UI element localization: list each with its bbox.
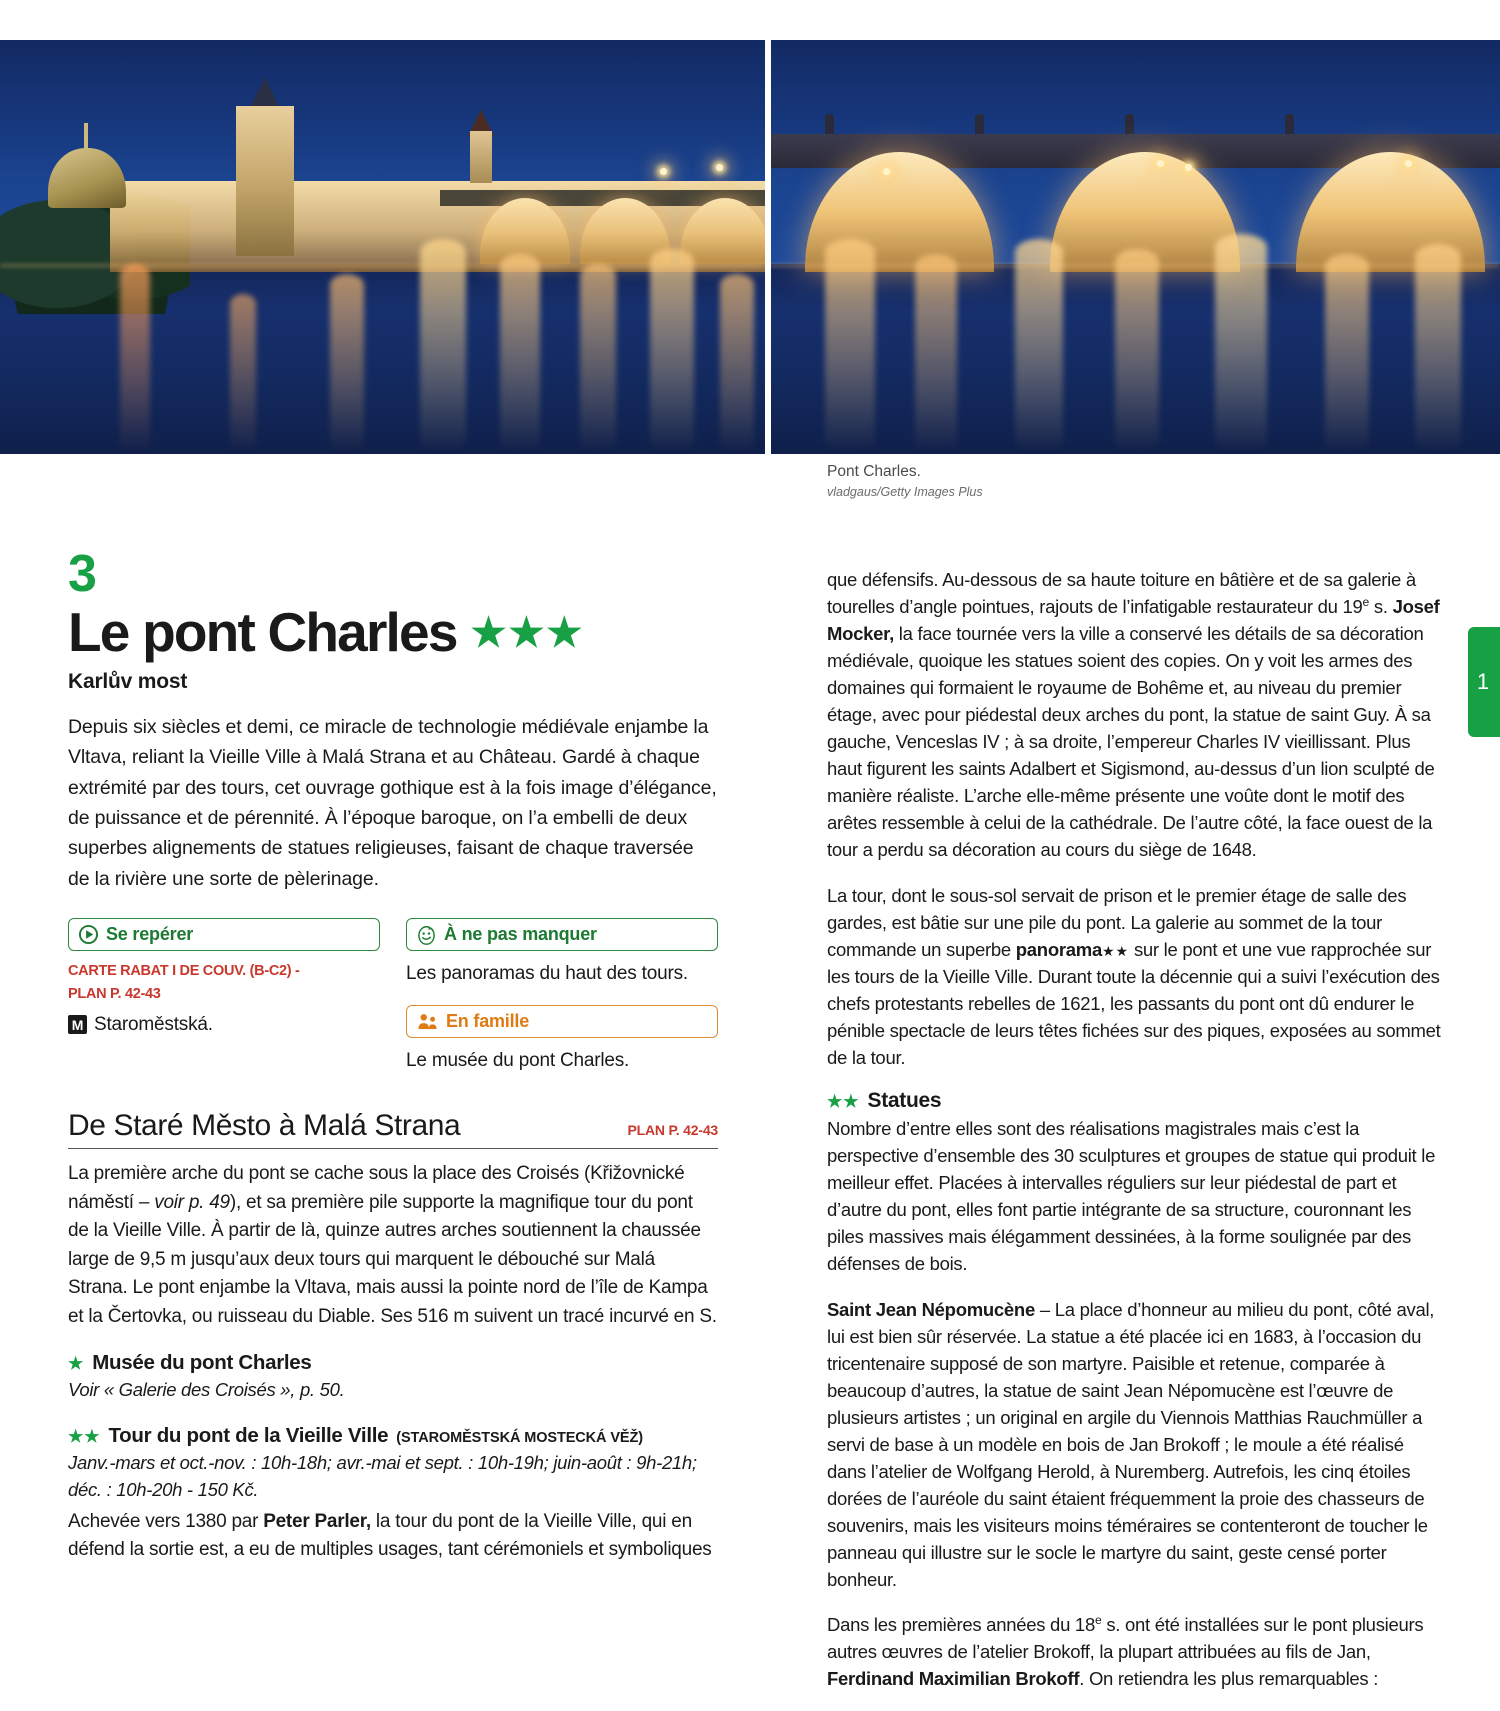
arch [680, 198, 765, 264]
photo-caption-block [827, 462, 1387, 501]
bridge-statue-silhouette [1125, 114, 1134, 134]
section-paragraph-italic: voir p. 49 [154, 1191, 230, 1213]
subsection-tour-body [68, 1508, 718, 1565]
play-circle-icon [79, 925, 98, 944]
bib-face-icon [417, 925, 436, 945]
highlights-column [406, 918, 718, 1075]
en-famille-label: En famille [446, 1010, 530, 1031]
photo-charles-bridge-left [0, 40, 765, 454]
intro-paragraph: Depuis six siècles et demi, ce miracle de technologie médiévale enjambe la Vltava, reliant la Vieille Ville à Malá Strana et au Château. Gardé à chaque extrémité par des tours, cet ouvrage gothique est à la fois image d’élégance, de puissance et de pérennité. À l’époque baroque, on l’a embelli de deux superbes alignements de statues religieuses, faisant de chaque traversée de la rivière une sorte de pèlerinage. [68, 715, 717, 890]
tower-paragraph-part2: s. [1369, 596, 1393, 617]
dome-spire [84, 123, 88, 149]
se-reperer-column [68, 918, 380, 1075]
brokoff-paragraph [827, 1611, 1447, 1692]
secondary-tower [470, 131, 492, 183]
statues-paragraph: Nombre d’entre elles sont des réalisations magistrales mais c’est la perspective d’ensemble des 30 sculptures et groupes de statue qui produit le meilleur effet. Placées à intervalles réguliers sur leur piédestal de part et d’autre du pont, elles font partie intégrante de sa structure, couronnant les piles massives mais élégamment dessinées, à la forme soulignée par des défenses de bois. [827, 1118, 1436, 1274]
gallery-paragraph-part2: sur le pont et une vue rapprochée sur les tours de la Vieille Ville. Durant toute la décennie qui a suivi l’exécution des chefs protestants rebelles de 1621, les passants du pont ont dû endurer le pénible spectacle de leurs têtes fichées sur des piques, exposées au sommet de la tour. [827, 938, 1441, 1068]
family-icon [417, 1013, 438, 1030]
photo-credit: vladgaus/Getty Images Plus [827, 484, 983, 499]
map-reference [68, 960, 380, 1006]
light-reflection [500, 254, 540, 454]
tower-paragraph [827, 566, 1447, 863]
bridge-statue-silhouette [825, 114, 834, 134]
bridge-statue-silhouette [975, 114, 984, 134]
brokoff-paragraph-part1: Dans les premières années du 18 [827, 1614, 1095, 1635]
subsection-musee-header [68, 1351, 718, 1375]
metro-station-line [68, 1014, 380, 1036]
light-reflection [330, 274, 364, 454]
tower-paragraph-part3: la face tournée vers la ville a conservé les détails de sa décoration médiévale, quoique les statues soient des copies. On y voit les armes des domaines qui formaient le royaume de Bohême et, au niveau du premier étage, avec pour piédestal deux arches du pont, la statue de saint Guy. À sa gauche, Venceslas IV ; à sa droite, l’empereur Charles IV vieillissant. Plus haut figurent les saints Adalbert et Sigismond, au-dessus d’un lion sculpté de manière réaliste. L’arche elle-même présente une voûte dont le motif des arêtes ressemble à celui de la cathédrale. De l’autre côté, la face ouest de la tour a perdu sa décoration au cours du siège de 1648. [827, 623, 1435, 860]
gallery-paragraph-bold: panorama [1015, 938, 1102, 960]
rating-stars-icon: ★★ [68, 1427, 101, 1446]
subsection-statues-title: Statues [867, 1089, 942, 1112]
page-title: Le pont Charles [68, 601, 457, 663]
tower-paragraph-bold-name: Josef Mocker, [827, 596, 1440, 644]
section-header [68, 1109, 718, 1149]
se-reperer-label: Se repérer [106, 924, 194, 945]
tour-body-part2: la tour du pont de la Vieille Ville, qui en défend la sortie est, a eu de multiples usages, tant cérémoniels et symboliques [68, 1510, 712, 1561]
section-paragraph-part1: La première arche du pont se cache sous la place des Croisés (Křižovnické náměstí – [68, 1163, 685, 1213]
light-reflection [915, 254, 957, 454]
nepomucene-paragraph [827, 1296, 1447, 1593]
bridge-lamp-icon [1157, 160, 1164, 167]
brokoff-bold-name: Ferdinand Maximilian Brokoff [827, 1668, 1080, 1689]
subsection-tour-header [68, 1424, 718, 1448]
old-town-bridge-tower [236, 106, 294, 256]
subsection-tour-czech-name: (STAROMĚSTSKÁ MOSTECKÁ VĚŽ) [396, 1430, 643, 1446]
subsection-musee-title: Musée du pont Charles [92, 1351, 312, 1375]
right-column [827, 566, 1447, 1711]
gallery-paragraph-part1: La tour, dont le sous-sol servait de prison et le premier étage de salle des gardes, est bâtie sur une pile du pont. La galerie au sommet de la tour commande un superbe [827, 884, 1407, 960]
subsection-tour-title: Tour du pont de la Vieille Ville [108, 1424, 389, 1447]
light-reflection [1115, 249, 1159, 454]
light-reflection [120, 264, 150, 454]
light-reflection [420, 239, 466, 454]
light-reflection [650, 249, 694, 454]
rating-stars-icon: ★★★ [470, 610, 585, 655]
tower-paragraph-part1: que défensifs. Au-dessous de sa haute toiture en bâtière et de sa galerie à tourelles d’angle pointues, rajouts de l’infatigable restaurateur du 19 [827, 569, 1416, 617]
light-reflection [1215, 234, 1267, 454]
metro-station-name: Staroměstská. [94, 1013, 213, 1035]
subsection-tour-hours: Janv.-mars et oct.-nov. : 10h-18h; avr.-mai et sept. : 10h-19h; juin-août : 9h-21h; déc. : 10h-20h - 150 Kč. [68, 1452, 697, 1500]
page-title-row [68, 601, 718, 663]
nepomucene-paragraph-text: – La place d’honneur au milieu du pont, côté aval, lui est bien sûr réservée. La statue a été placée ici en 1683, à l’occasion du tricentenaire supposé de son martyre. Paisible et retenue, comparée à beaucoup d’autres, la statue de saint Jean Népomucène est l’œuvre de plusieurs artistes ; un original en argile du Viennois Matthias Rauchmüller a servi de base à un modèle en bois de Jan Brokoff ; le moule a été réalisé dans l’atelier de Wolfgang Herold, à Nuremberg. Autrefois, les cinq étoiles dorées de l’auréole du saint étaient fréquemment la proie des chasseurs de souvenirs, mais les visiteurs moins téméraires se contenteront de toucher le panneau qui illustre sur le socle le martyre du saint, geste censé porter bonheur. [827, 1298, 1435, 1590]
panorama-stars-icon: ★★ [1101, 942, 1130, 959]
chapter-number: 3 [68, 545, 96, 603]
section-paragraph-part2: ), et sa première pile supporte la magnifique tour du pont de la Vieille Ville. À partir de là, quinze autres arches soutiennent la chaussée large de 9,5 m jusqu’aux deux tours qui marquent le débouché sur Malá Strana. Le pont enjambe la Vltava, mais aussi la pointe nord de l’île de Kampa et la Čertovka, ou ruisseau du Diable. Ses 516 m suivent un tracé incurvé en S. [68, 1191, 717, 1327]
photo-charles-bridge-right [765, 40, 1500, 454]
light-reflection [1325, 254, 1369, 454]
left-column [68, 545, 718, 1584]
nepomucene-bold-name: Saint Jean Népomucène [827, 1298, 1035, 1320]
light-reflection [825, 239, 875, 454]
section-title: De Staré Město à Malá Strana [68, 1109, 461, 1143]
light-reflection [720, 274, 754, 454]
section-paragraph [68, 1160, 718, 1331]
page-subtitle: Karlův most [68, 669, 188, 693]
rating-stars-icon: ★★ [827, 1092, 860, 1111]
chapter-side-tab-label: 1 [1476, 669, 1490, 694]
metro-icon: M [68, 1015, 87, 1034]
bridge-lamp-icon [1405, 160, 1412, 167]
light-reflection [580, 264, 616, 454]
subsection-musee-note: Voir « Galerie des Croisés », p. 50. [68, 1379, 345, 1401]
se-reperer-box[interactable] [68, 918, 380, 951]
tower-paragraph-sup: e [1362, 594, 1369, 609]
a-ne-pas-manquer-label: À ne pas manquer [444, 924, 597, 945]
bridge-statue-silhouette [1285, 114, 1294, 134]
tour-body-part1: Achevée vers 1380 par [68, 1510, 264, 1532]
map-reference-line2: PLAN P. 42-43 [68, 986, 161, 1003]
light-reflection [1015, 239, 1063, 454]
info-boxes-row [68, 918, 718, 1075]
section-plan-reference: PLAN P. 42-43 [627, 1122, 718, 1139]
gallery-paragraph [827, 882, 1447, 1071]
light-reflection [230, 294, 256, 454]
chapter-side-tab[interactable] [1468, 627, 1500, 737]
photo-band [0, 40, 1500, 454]
a-ne-pas-manquer-text: Les panoramas du haut des tours. [406, 963, 688, 985]
brokoff-paragraph-part3: . On retiendra les plus remarquables : [1079, 1668, 1379, 1689]
brokoff-paragraph-part2: s. ont été installées sur le pont plusieurs autres œuvres de l’atelier Brokoff, la plupart attribuées au fils de Jan, [827, 1614, 1424, 1662]
a-ne-pas-manquer-box[interactable] [406, 918, 718, 951]
photo-divider [765, 40, 771, 454]
tour-body-bold-name: Peter Parler, [263, 1510, 371, 1532]
light-reflection [1415, 244, 1461, 454]
en-famille-box[interactable] [406, 1005, 718, 1038]
subsection-statues-header [827, 1089, 1447, 1113]
rating-stars-icon: ★ [68, 1354, 85, 1374]
photo-caption: Pont Charles. [827, 463, 921, 480]
map-reference-line1: CARTE RABAT I DE COUV. (B-C2) - [68, 963, 300, 980]
en-famille-text: Le musée du pont Charles. [406, 1049, 630, 1071]
brokoff-paragraph-sup: e [1094, 1612, 1102, 1627]
